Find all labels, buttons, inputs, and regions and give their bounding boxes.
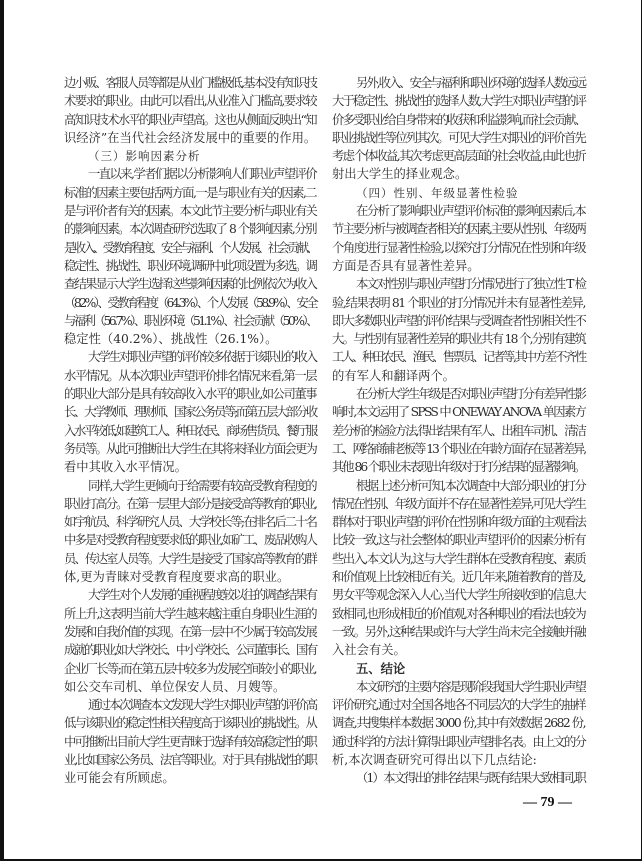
- text-line: 与福利（56.7%）、职业环境（51.1%）、社会贡献（50%）、: [64, 313, 316, 328]
- text-line: 个角度进行显著性检验,以探究打分情况在性别和年级: [332, 240, 586, 255]
- text-line: 通过科学的方法计算得出职业声望排名表。由上文的分: [332, 734, 585, 749]
- text-line: 节主要分析与被调查者相关的因素,主要从性别、年级两: [332, 222, 585, 237]
- text-line: 大学生对职业声望的评价较多依据于该职业的收入: [88, 350, 316, 365]
- text-line: 中多是对受教育程度要求低的职业,如矿工、废品收购人: [64, 533, 316, 548]
- text-line: 和价值观上比较相近有关。近几年来,随着教育的普及,: [332, 570, 586, 585]
- text-line: 看中其收入水平情况。: [64, 460, 187, 475]
- paragraph: [332, 769, 585, 787]
- text-line: 差分析的检验方法,得出结果有军人、出租车司机、清洁: [332, 423, 585, 438]
- text-line: 务员等。从此可推断出大学生在其将来择业方面会更为: [64, 441, 316, 456]
- paragraph: [332, 74, 585, 184]
- text-line: 男女平等观念深入人心,当代大学生所接收到的信息大: [332, 588, 586, 603]
- text-line: 其他 86 个职业未表现出年级对于打分结果的显著影响。: [332, 460, 585, 475]
- paragraph: [332, 275, 585, 385]
- text-line: 射出大学生的择业观念。: [332, 167, 468, 182]
- text-line: （四）性别、年级显著性检验: [356, 185, 519, 200]
- text-line: 水平情况。从本次职业声望评价排名情况来看,第一层: [64, 368, 316, 383]
- text-line: 在分析了影响职业声望评价标准的影响因素后,本: [356, 204, 586, 219]
- text-line: 术要求的职业。由此可以看出,从业准入门槛高,要求较: [64, 94, 316, 109]
- text-line: 稳定性（40.2%）、挑战性（26.1%）。: [64, 332, 278, 347]
- text-line: 如公交车司机、单位保安人员、月嫂等。: [64, 679, 286, 694]
- text-line: 是收入、受教育程度、安全与福利、个人发展、社会贡献、: [64, 240, 317, 255]
- text-line: 一致。另外,这种结果或许与大学生尚未完全接触并融: [332, 624, 586, 639]
- text-line: 成就的职业,如大学校长、中小学校长、公司董事长、国有: [64, 643, 316, 658]
- text-line: （三）影响因素分析: [88, 149, 201, 164]
- text-line: 调查,共搜集样本数据 3000 份,其中有效数据 2682 份,: [332, 716, 585, 731]
- paragraph: [332, 678, 585, 769]
- text-line: 即大多数职业声望的评价结果与受调查者性别相关性不: [332, 313, 585, 328]
- text-line: 工人、种田农民、渔民、售票员、记者等,其中方差不齐性: [332, 350, 585, 365]
- text-line: 低与该职业的稳定性相关程度高于该职业的挑战性。从: [64, 716, 316, 731]
- right-text-column: [332, 74, 585, 788]
- paragraph: [332, 477, 585, 660]
- text-line: 大。与性别有显著性差异的职业共有 18 个,分别有建筑: [332, 332, 585, 347]
- text-line: 是与评价者有关的因素。本文此节主要分析与职业有关: [64, 204, 316, 219]
- text-line: 比较一致,这与社会整体的职业声望评价的因素分析有: [332, 533, 586, 548]
- text-line: 体,更为青睐对受教育程度要求高的职业。: [64, 570, 290, 585]
- text-line: 员、传达室人员等。大学生是接受了国家高等教育的群: [64, 551, 316, 566]
- paragraph: [64, 586, 316, 696]
- text-line: （1）本文得出的排名结果与既有结果大致相同,职: [356, 771, 585, 786]
- text-line: 考虑个体收益,其次考虑更高层面的社会收益,由此也折: [332, 149, 586, 164]
- text-line: 稳定性、挑战性、职业环境,调研中此项设置为多选。调: [64, 258, 316, 273]
- text-line: 识经济”在当代社会经济发展中的重要的作用。: [64, 130, 317, 145]
- paragraph: [64, 477, 316, 587]
- text-line: 价多受职业给自身带来的收获和利益影响,而社会贡献、: [332, 112, 585, 127]
- text-line: 查结果显示大学生选择这些影响因素的比例依次为收入: [64, 277, 316, 292]
- text-line: 的职业大部分是具有较高收入水平的职业,如公司董事: [64, 387, 316, 402]
- text-line: 根据上述分析可知,本次调查中大部分职业的打分: [356, 478, 586, 493]
- text-line: 在分析大学生年级是否对职业声望打分有差异性影: [356, 387, 585, 402]
- text-line: 标准的因素主要包括两方面,一是与职业有关的因素,二: [64, 185, 316, 200]
- text-line: 情况在性别、年级方面并不存在显著性差异,可见大学生: [332, 496, 585, 511]
- text-line: 发展和自我价值的实现。在第一层中不少属于较高发展: [64, 624, 316, 639]
- text-line: 高知识技术水平的职业声望高。这也从侧面反映出“知: [64, 112, 316, 127]
- text-line: 职业挑战性等位列其次。可见大学生对职业的评价首先: [332, 130, 585, 145]
- text-line: 析,本次调查研究可得出以下几点结论:: [332, 752, 537, 767]
- text-line: 长、大学教师、理财师、国家公务员等;而第五层大部分收: [64, 405, 316, 420]
- text-line: 大学生对个人发展的重视程度较以往的调查结果有: [88, 588, 316, 603]
- text-line: 响时,本文运用了 SPSS 中 ONEWAY ANOVA 单因素方: [332, 405, 586, 420]
- text-line: 企业厂长等;而在第五层中较多为发展空间较小的职业,: [64, 661, 316, 676]
- text-line: 另外,收入、安全与福利和职业环境的选择人数远远: [356, 76, 585, 90]
- text-line: 本文对性别与职业声望打分情况进行了独立性 T 检: [356, 277, 585, 292]
- text-line: 如宇航员、科学研究人员、大学校长等;在排名后二十名: [64, 515, 316, 530]
- text-line: 入水平较低,如建筑工人、种田农民、商场售货员、餐厅服: [64, 423, 316, 438]
- page-number: — 79 —: [523, 795, 572, 810]
- text-line: 同样,大学生更倾向于给需要有较高受教育程度的: [88, 478, 316, 493]
- text-line: 所上升,这表明当前大学生越来越注重自身职业生涯的: [64, 606, 316, 621]
- text-line: 的有军人和翻译两个。: [332, 368, 455, 383]
- text-line: 评价研究,通过对全国各地各不同层次的大学生的抽样: [332, 698, 586, 713]
- text-line: 五、结论: [356, 660, 406, 676]
- text-line: 通过本次调查本文发现大学生对职业声望的评价高: [88, 698, 316, 713]
- text-line: 业可能会有所顾虑。: [64, 771, 175, 786]
- text-line: 中可推断出目前大学生更青睐于选择有较高稳定性的职: [64, 734, 316, 749]
- subsection-heading: [64, 147, 316, 165]
- text-line: 本文研究的主要内容是现阶段我国大学生职业声望: [356, 679, 585, 694]
- paragraph-continuation: [64, 74, 316, 147]
- text-line: 验,结果表明 81 个职业的打分情况并未有显著性差异,: [332, 295, 585, 310]
- scan-border-left: [0, 0, 4, 861]
- left-text-column: [64, 74, 316, 788]
- paragraph: [332, 385, 585, 476]
- paragraph: [64, 696, 316, 787]
- section-heading: [332, 660, 585, 678]
- text-line: 群体对于职业声望的评价在性别和年级方面的主观看法: [332, 515, 585, 530]
- text-line: 职业打高分。在第一层里大部分是接受高等教育的职业,: [64, 496, 316, 511]
- text-line: 工、网络商铺老板等 13 个职业在年龄方面存在显著差异,: [332, 441, 585, 456]
- paragraph: [64, 348, 316, 476]
- text-line: 大于稳定性、挑战性的选择人数,大学生对职业声望的评: [332, 94, 585, 109]
- text-line: （82%）、受教育程度（64.3%）、个人发展（58.9%）、安全: [64, 295, 316, 310]
- text-line: 致相同,也形成相近的价值观,对各种职业的看法也较为: [332, 606, 586, 621]
- paragraph: [332, 202, 585, 275]
- paragraph: [64, 165, 316, 348]
- subsection-heading: [332, 184, 585, 202]
- text-line: 边小贩、客服人员等都是从业门槛极低,基本没有知识技: [64, 76, 316, 90]
- text-line: 一直以来,学者们据以分析影响人们职业声望评价: [88, 167, 316, 182]
- text-line: 入社会有关。: [332, 643, 406, 658]
- text-line: 方面是否具有显著性差异。: [332, 258, 480, 273]
- text-line: 的影响因素。本次调查研究选取了 8 个影响因素,分别: [64, 222, 316, 237]
- text-line: 业,比如国家公务员、法官等职业。对于具有挑战性的职: [64, 752, 316, 767]
- text-line: 些出入,本文认为,这与大学生群体在受教育程度、素质: [332, 551, 586, 566]
